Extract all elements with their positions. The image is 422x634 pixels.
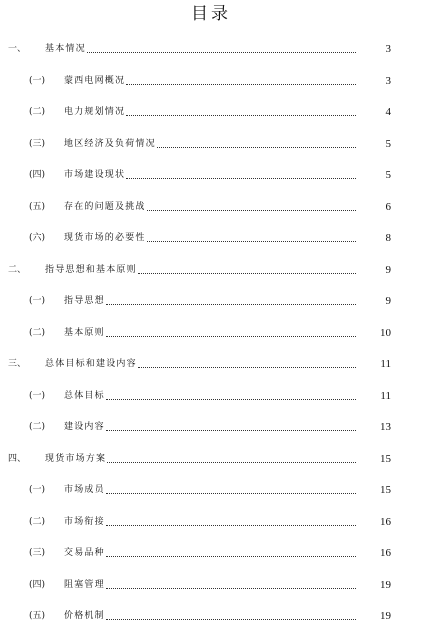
- toc-entry[interactable]: [0, 161, 422, 181]
- toc-entry-number: (六): [29, 233, 46, 243]
- toc-entry-page: 4: [385, 106, 391, 118]
- toc-entry-page: 11: [380, 389, 391, 402]
- toc-entry-text: 市场成员: [64, 485, 105, 495]
- toc-entry-text: 基本原则: [64, 327, 105, 338]
- toc-entry-number: (一): [29, 296, 46, 306]
- toc-entry-text: 现货市场的必要性: [64, 233, 146, 243]
- toc-entry-number: (五): [29, 611, 46, 621]
- toc-entry-text: 建设内容: [64, 422, 105, 432]
- toc-entry-page: 8: [385, 232, 391, 244]
- toc-entry-page: 10: [380, 326, 391, 339]
- toc-entry-page: 9: [385, 295, 391, 307]
- toc-entry[interactable]: [0, 67, 422, 87]
- toc-entry[interactable]: [0, 224, 422, 244]
- toc-entry-page: 15: [380, 484, 391, 496]
- dot-leader: [106, 430, 356, 431]
- toc-entry-number: (一): [29, 485, 46, 495]
- toc-entry-text: 市场建设现状: [64, 170, 126, 180]
- toc-entry[interactable]: [0, 476, 422, 496]
- toc-entry-number: (五): [29, 201, 46, 212]
- toc-entry[interactable]: [0, 319, 422, 339]
- toc-entry-page: 3: [385, 74, 391, 87]
- toc-entry-text: 存在的问题及挑战: [64, 201, 146, 212]
- toc-entry[interactable]: [0, 539, 422, 559]
- dot-leader: [106, 619, 356, 620]
- toc-entry-page: 16: [380, 515, 391, 528]
- dot-leader: [106, 336, 356, 337]
- toc-entry-number: 四、: [8, 453, 27, 464]
- toc-entry-page: 9: [385, 263, 391, 276]
- toc-entry-number: 一、: [8, 44, 27, 54]
- toc-entry-number: (二): [29, 516, 46, 527]
- toc-entry-text: 地区经济及负荷情况: [64, 138, 156, 149]
- toc-entry-number: (一): [29, 390, 46, 401]
- dot-leader: [126, 115, 356, 116]
- toc-entry[interactable]: [0, 35, 422, 55]
- toc-entry-number: 三、: [8, 359, 27, 369]
- toc-entry-text: 指导思想和基本原则: [45, 264, 137, 275]
- dot-leader: [107, 462, 356, 463]
- dot-leader: [106, 304, 356, 305]
- dot-leader: [106, 493, 356, 494]
- toc-entry[interactable]: [0, 571, 422, 591]
- toc-entry-text: 市场衔接: [64, 516, 105, 527]
- toc-entry-number: (四): [29, 170, 46, 180]
- toc-entry-page: 5: [385, 137, 391, 150]
- toc-entry-page: 11: [380, 358, 391, 370]
- toc-entry-number: (二): [29, 107, 46, 117]
- toc-entry-text: 总体目标和建设内容: [45, 359, 137, 369]
- toc-entry-text: 蒙西电网概况: [64, 75, 126, 86]
- dot-leader: [157, 147, 356, 148]
- toc-entry[interactable]: [0, 508, 422, 528]
- toc-entry-text: 总体目标: [64, 390, 105, 401]
- toc-entry[interactable]: [0, 287, 422, 307]
- toc-entry-page: 5: [385, 169, 391, 181]
- toc-entry-text: 指导思想: [64, 296, 105, 306]
- dot-leader: [106, 399, 356, 400]
- toc-entry[interactable]: [0, 98, 422, 118]
- toc-entry-number: (二): [29, 327, 46, 338]
- toc-entry-page: 6: [385, 200, 391, 213]
- toc-entry-number: (三): [29, 138, 46, 149]
- dot-leader: [138, 273, 356, 274]
- toc-entry[interactable]: [0, 130, 422, 150]
- toc-entry[interactable]: [0, 350, 422, 370]
- toc-entry-number: (四): [29, 579, 46, 590]
- toc-entry[interactable]: [0, 413, 422, 433]
- dot-leader: [87, 52, 356, 53]
- dot-leader: [126, 178, 356, 179]
- dot-leader: [106, 525, 356, 526]
- toc-entry-page: 16: [380, 547, 391, 559]
- toc-entry-number: (二): [29, 422, 46, 432]
- toc-entry[interactable]: [0, 256, 422, 276]
- toc-entry-page: 3: [385, 43, 391, 55]
- toc-entry-text: 电力规划情况: [64, 107, 126, 117]
- toc-entry-text: 基本情况: [45, 44, 86, 54]
- toc-entry-number: 二、: [8, 264, 27, 275]
- toc-entry-page: 19: [380, 610, 391, 622]
- toc-entry[interactable]: [0, 602, 422, 622]
- toc-title: 目录: [191, 4, 231, 24]
- dot-leader: [147, 241, 356, 242]
- dot-leader: [126, 84, 356, 85]
- toc-entry-page: 13: [380, 421, 391, 433]
- toc-entry-text: 现货市场方案: [45, 453, 107, 464]
- dot-leader: [147, 210, 356, 211]
- toc-entry-text: 价格机制: [64, 611, 105, 621]
- toc-entry-number: (一): [29, 75, 46, 86]
- toc-entry-text: 交易品种: [64, 548, 105, 558]
- dot-leader: [138, 367, 356, 368]
- toc-entry-text: 阻塞管理: [64, 579, 105, 590]
- toc-entry-page: 15: [380, 452, 391, 465]
- toc-entry-page: 19: [380, 578, 391, 591]
- toc-entry[interactable]: [0, 193, 422, 213]
- dot-leader: [106, 588, 356, 589]
- toc-entry[interactable]: [0, 445, 422, 465]
- toc-entry-number: (三): [29, 548, 46, 558]
- dot-leader: [106, 556, 356, 557]
- toc-entry[interactable]: [0, 382, 422, 402]
